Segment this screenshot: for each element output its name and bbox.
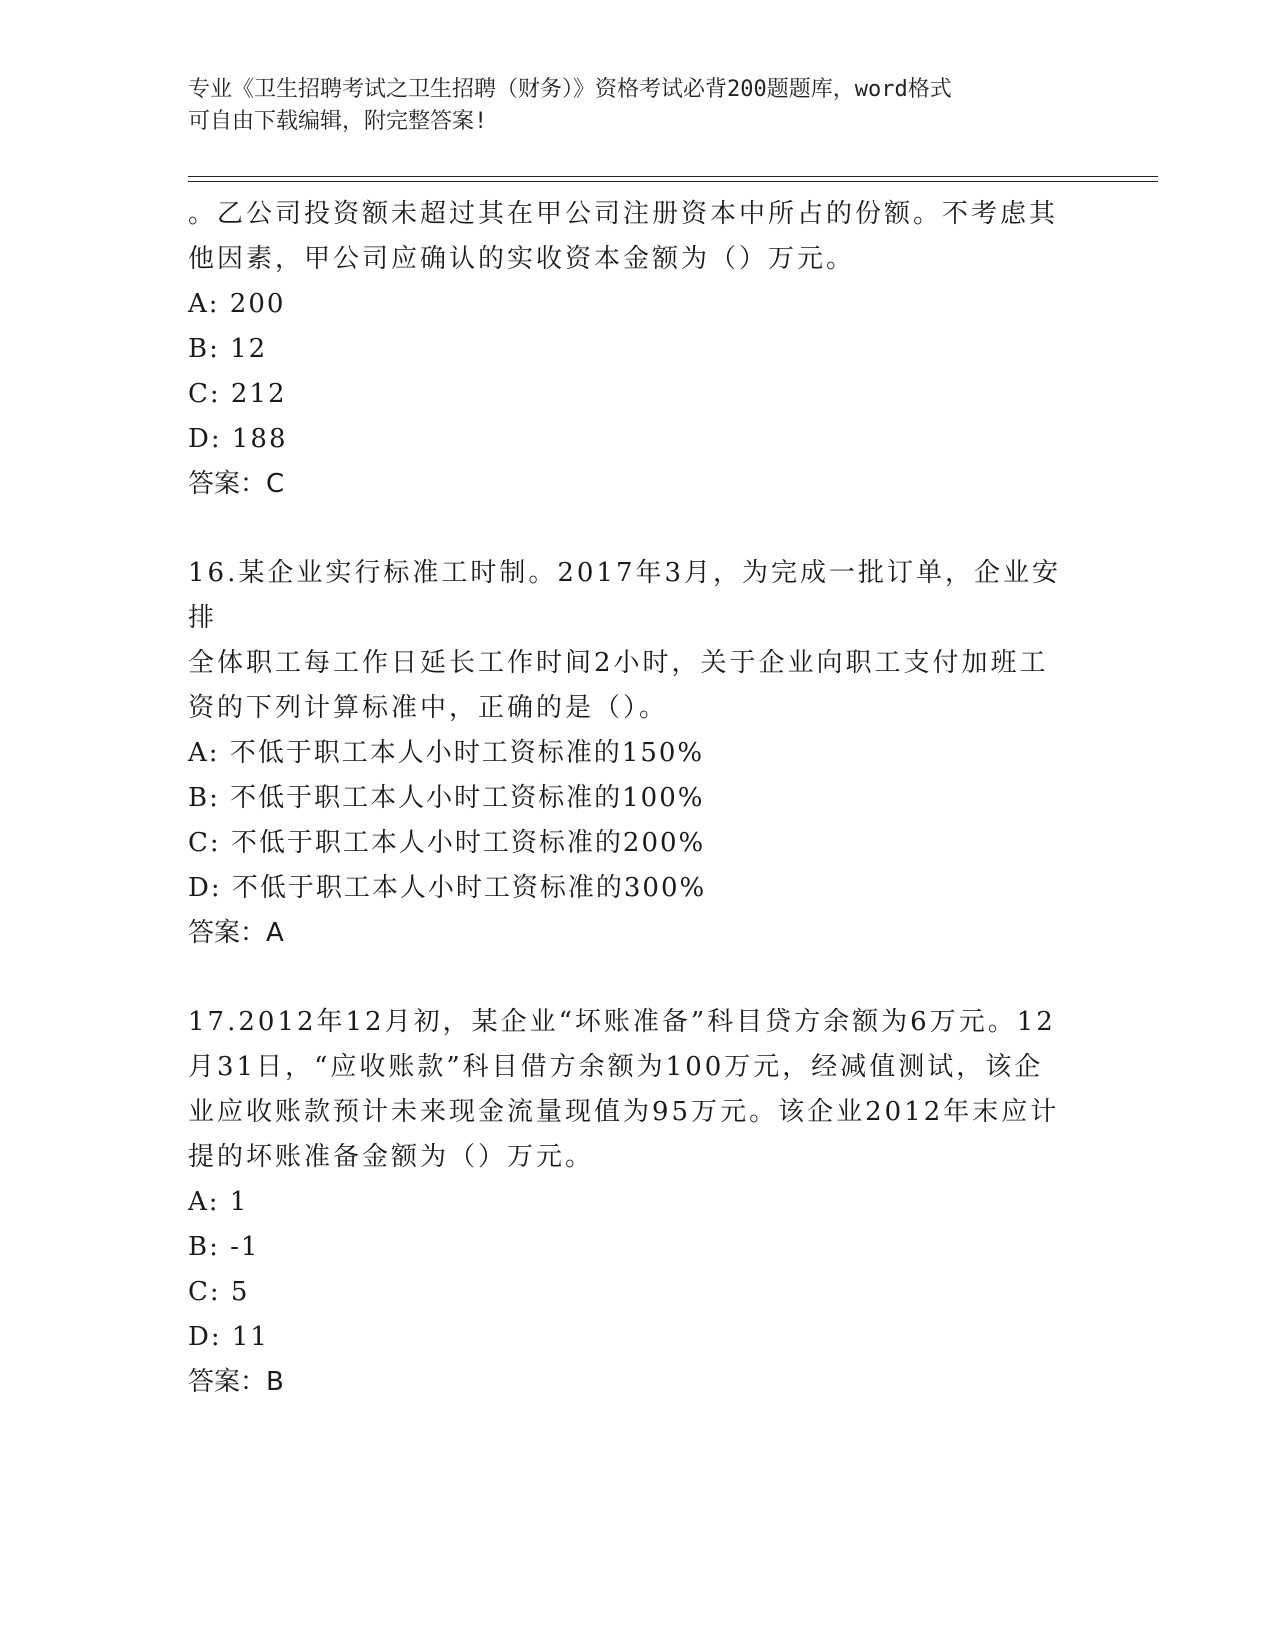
question-17-stem-line-1: 17.2012年12月初，某企业“坏账准备”科目贷方余额为6万元。12	[188, 1007, 1056, 1037]
question-15-answer: 答案：C	[188, 469, 285, 499]
header-title-line-1: 专业《卫生招聘考试之卫生招聘（财务）》资格考试必背200题题库，word格式	[188, 77, 952, 102]
question-15-stem-line-1: 。乙公司投资额未超过其在甲公司注册资本中所占的份额。不考虑其	[188, 199, 1059, 229]
header-title-line-2: 可自由下载编辑，附完整答案!	[188, 109, 488, 134]
question-15-option-d: D: 188	[188, 424, 288, 454]
question-15-option-b: B: 12	[188, 334, 268, 364]
question-17-option-d: D: 11	[188, 1322, 269, 1352]
question-15-stem-line-2: 他因素，甲公司应确认的实收资本金额为（）万元。	[188, 244, 856, 274]
question-17-stem-line-3: 业应收账款预计未来现金流量现值为95万元。该企业2012年末应计	[188, 1097, 1060, 1127]
question-17-option-a: A: 1	[188, 1187, 249, 1217]
question-17-stem-line-4: 提的坏账准备金额为（）万元。	[188, 1142, 595, 1172]
question-17-stem-line-2: 月31日，“应收账款”科目借方余额为100万元，经减值测试，该企	[188, 1052, 1044, 1082]
question-16-stem-line-1: 16.某企业实行标准工时制。2017年3月，为完成一批订单，企业安排	[188, 558, 1062, 633]
question-16-option-d: D: 不低于职工本人小时工资标准的300%	[188, 873, 707, 903]
question-17-option-b: B: -1	[188, 1232, 260, 1262]
question-15-option-a: A: 200	[188, 289, 286, 319]
question-17-block	[188, 1000, 1088, 1405]
question-17-option-c: C: 5	[188, 1277, 250, 1307]
question-16-block	[188, 551, 1088, 956]
document-header	[188, 74, 1078, 138]
question-15-option-c: C: 212	[188, 379, 287, 409]
question-16-option-a: A: 不低于职工本人小时工资标准的150%	[188, 738, 705, 768]
question-17-answer: 答案：B	[188, 1367, 284, 1397]
document-body	[188, 192, 1088, 1405]
question-15-block	[188, 192, 1088, 507]
question-16-answer: 答案：A	[188, 918, 284, 948]
header-divider	[188, 176, 1158, 182]
question-16-option-b: B: 不低于职工本人小时工资标准的100%	[188, 783, 705, 813]
question-16-stem-line-3: 资的下列计算标准中，正确的是（）。	[188, 693, 669, 723]
question-16-option-c: C: 不低于职工本人小时工资标准的200%	[188, 828, 706, 858]
question-16-stem-line-2: 全体职工每工作日延长工作时间2小时，关于企业向职工支付加班工	[188, 648, 1049, 678]
